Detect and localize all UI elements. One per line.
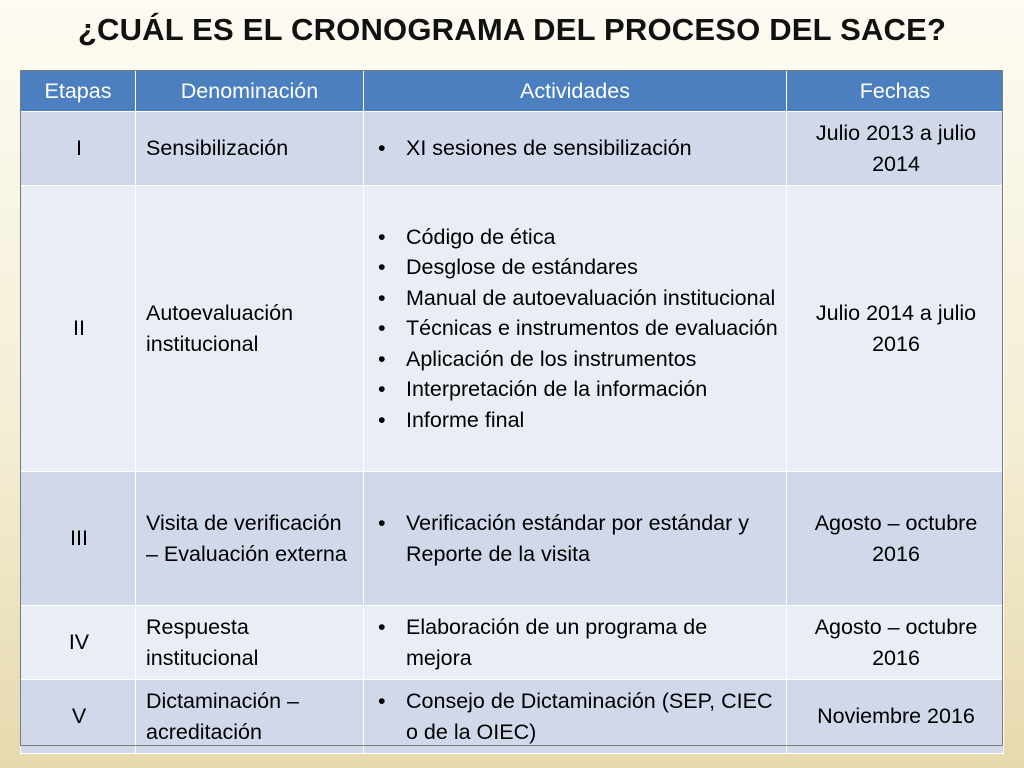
bullet-icon: • bbox=[378, 407, 386, 432]
activities-list bbox=[374, 508, 778, 569]
activity-text: Aplicación de los instrumentos bbox=[406, 346, 697, 371]
activity-text: Técnicas e instrumentos de evaluación bbox=[406, 316, 778, 341]
cell-denominacion: Dictaminación – acreditación bbox=[136, 680, 364, 754]
cell-actividades bbox=[364, 606, 787, 680]
bullet-icon: • bbox=[378, 224, 386, 249]
activity-text: Interpretación de la información bbox=[406, 377, 708, 402]
table-row bbox=[21, 680, 1004, 754]
bullet-icon: • bbox=[378, 136, 386, 161]
table-row bbox=[21, 112, 1004, 186]
list-item bbox=[374, 612, 778, 673]
cell-fechas: Noviembre 2016 bbox=[787, 680, 1004, 754]
list-item bbox=[374, 313, 778, 344]
cell-etapa: II bbox=[21, 186, 136, 472]
table-body bbox=[21, 112, 1004, 754]
cell-actividades bbox=[364, 472, 787, 606]
table-row bbox=[21, 606, 1004, 680]
activity-text: Informe final bbox=[406, 407, 525, 432]
cell-fechas: Agosto – octubre 2016 bbox=[787, 606, 1004, 680]
page-title: ¿CUÁL ES EL CRONOGRAMA DEL PROCESO DEL SACE? bbox=[77, 12, 947, 47]
cell-fechas: Julio 2013 a julio 2014 bbox=[787, 112, 1004, 186]
bullet-icon: • bbox=[378, 285, 386, 310]
activity-text: Elaboración de un programa de mejora bbox=[406, 615, 708, 670]
list-item bbox=[374, 686, 778, 747]
cell-etapa: I bbox=[21, 112, 136, 186]
bullet-icon: • bbox=[378, 615, 386, 639]
activities-list bbox=[374, 686, 778, 747]
list-item bbox=[374, 133, 778, 164]
table-row bbox=[21, 472, 1004, 606]
activity-text: Desglose de estándares bbox=[406, 255, 638, 280]
activity-text: XI sesiones de sensibilización bbox=[406, 136, 692, 161]
list-item bbox=[374, 252, 778, 283]
cell-denominacion: Autoevaluación institucional bbox=[136, 186, 364, 472]
cell-denominacion: Visita de verificación – Evaluación externa bbox=[136, 472, 364, 606]
activity-text: Manual de autoevaluación institucional bbox=[406, 285, 776, 310]
header-fechas: Fechas bbox=[787, 71, 1004, 112]
table-row bbox=[21, 186, 1004, 472]
activity-text: Consejo de Dictaminación (SEP, CIEC o de la OIEC) bbox=[406, 689, 773, 744]
bullet-icon: • bbox=[378, 316, 386, 341]
list-item bbox=[374, 283, 778, 314]
activity-text: Código de ética bbox=[406, 224, 556, 249]
bullet-icon: • bbox=[378, 377, 386, 402]
cell-etapa: V bbox=[21, 680, 136, 754]
cell-actividades bbox=[364, 112, 787, 186]
table-header-row bbox=[21, 71, 1004, 112]
cell-denominacion: Respuesta institucional bbox=[136, 606, 364, 680]
header-etapas: Etapas bbox=[21, 71, 136, 112]
activity-text: Verificación estándar por estándar y Reporte de la visita bbox=[406, 511, 750, 566]
cell-denominacion: Sensibilización bbox=[136, 112, 364, 186]
bullet-icon: • bbox=[378, 689, 386, 713]
list-item bbox=[374, 374, 778, 405]
bullet-icon: • bbox=[378, 511, 386, 535]
header-denominacion: Denominación bbox=[136, 71, 364, 112]
bullet-icon: • bbox=[378, 255, 386, 280]
list-item bbox=[374, 222, 778, 253]
cell-fechas: Julio 2014 a julio 2016 bbox=[787, 186, 1004, 472]
activities-list bbox=[374, 222, 778, 436]
cell-actividades bbox=[364, 186, 787, 472]
cell-etapa: IV bbox=[21, 606, 136, 680]
activities-list bbox=[374, 612, 778, 673]
bullet-icon: • bbox=[378, 346, 386, 371]
list-item bbox=[374, 344, 778, 375]
cell-etapa: III bbox=[21, 472, 136, 606]
list-item bbox=[374, 405, 778, 436]
header-actividades: Actividades bbox=[364, 71, 787, 112]
cell-actividades bbox=[364, 680, 787, 754]
schedule-table bbox=[20, 70, 1004, 754]
activities-list bbox=[374, 133, 778, 164]
cell-fechas: Agosto – octubre 2016 bbox=[787, 472, 1004, 606]
list-item bbox=[374, 508, 778, 569]
